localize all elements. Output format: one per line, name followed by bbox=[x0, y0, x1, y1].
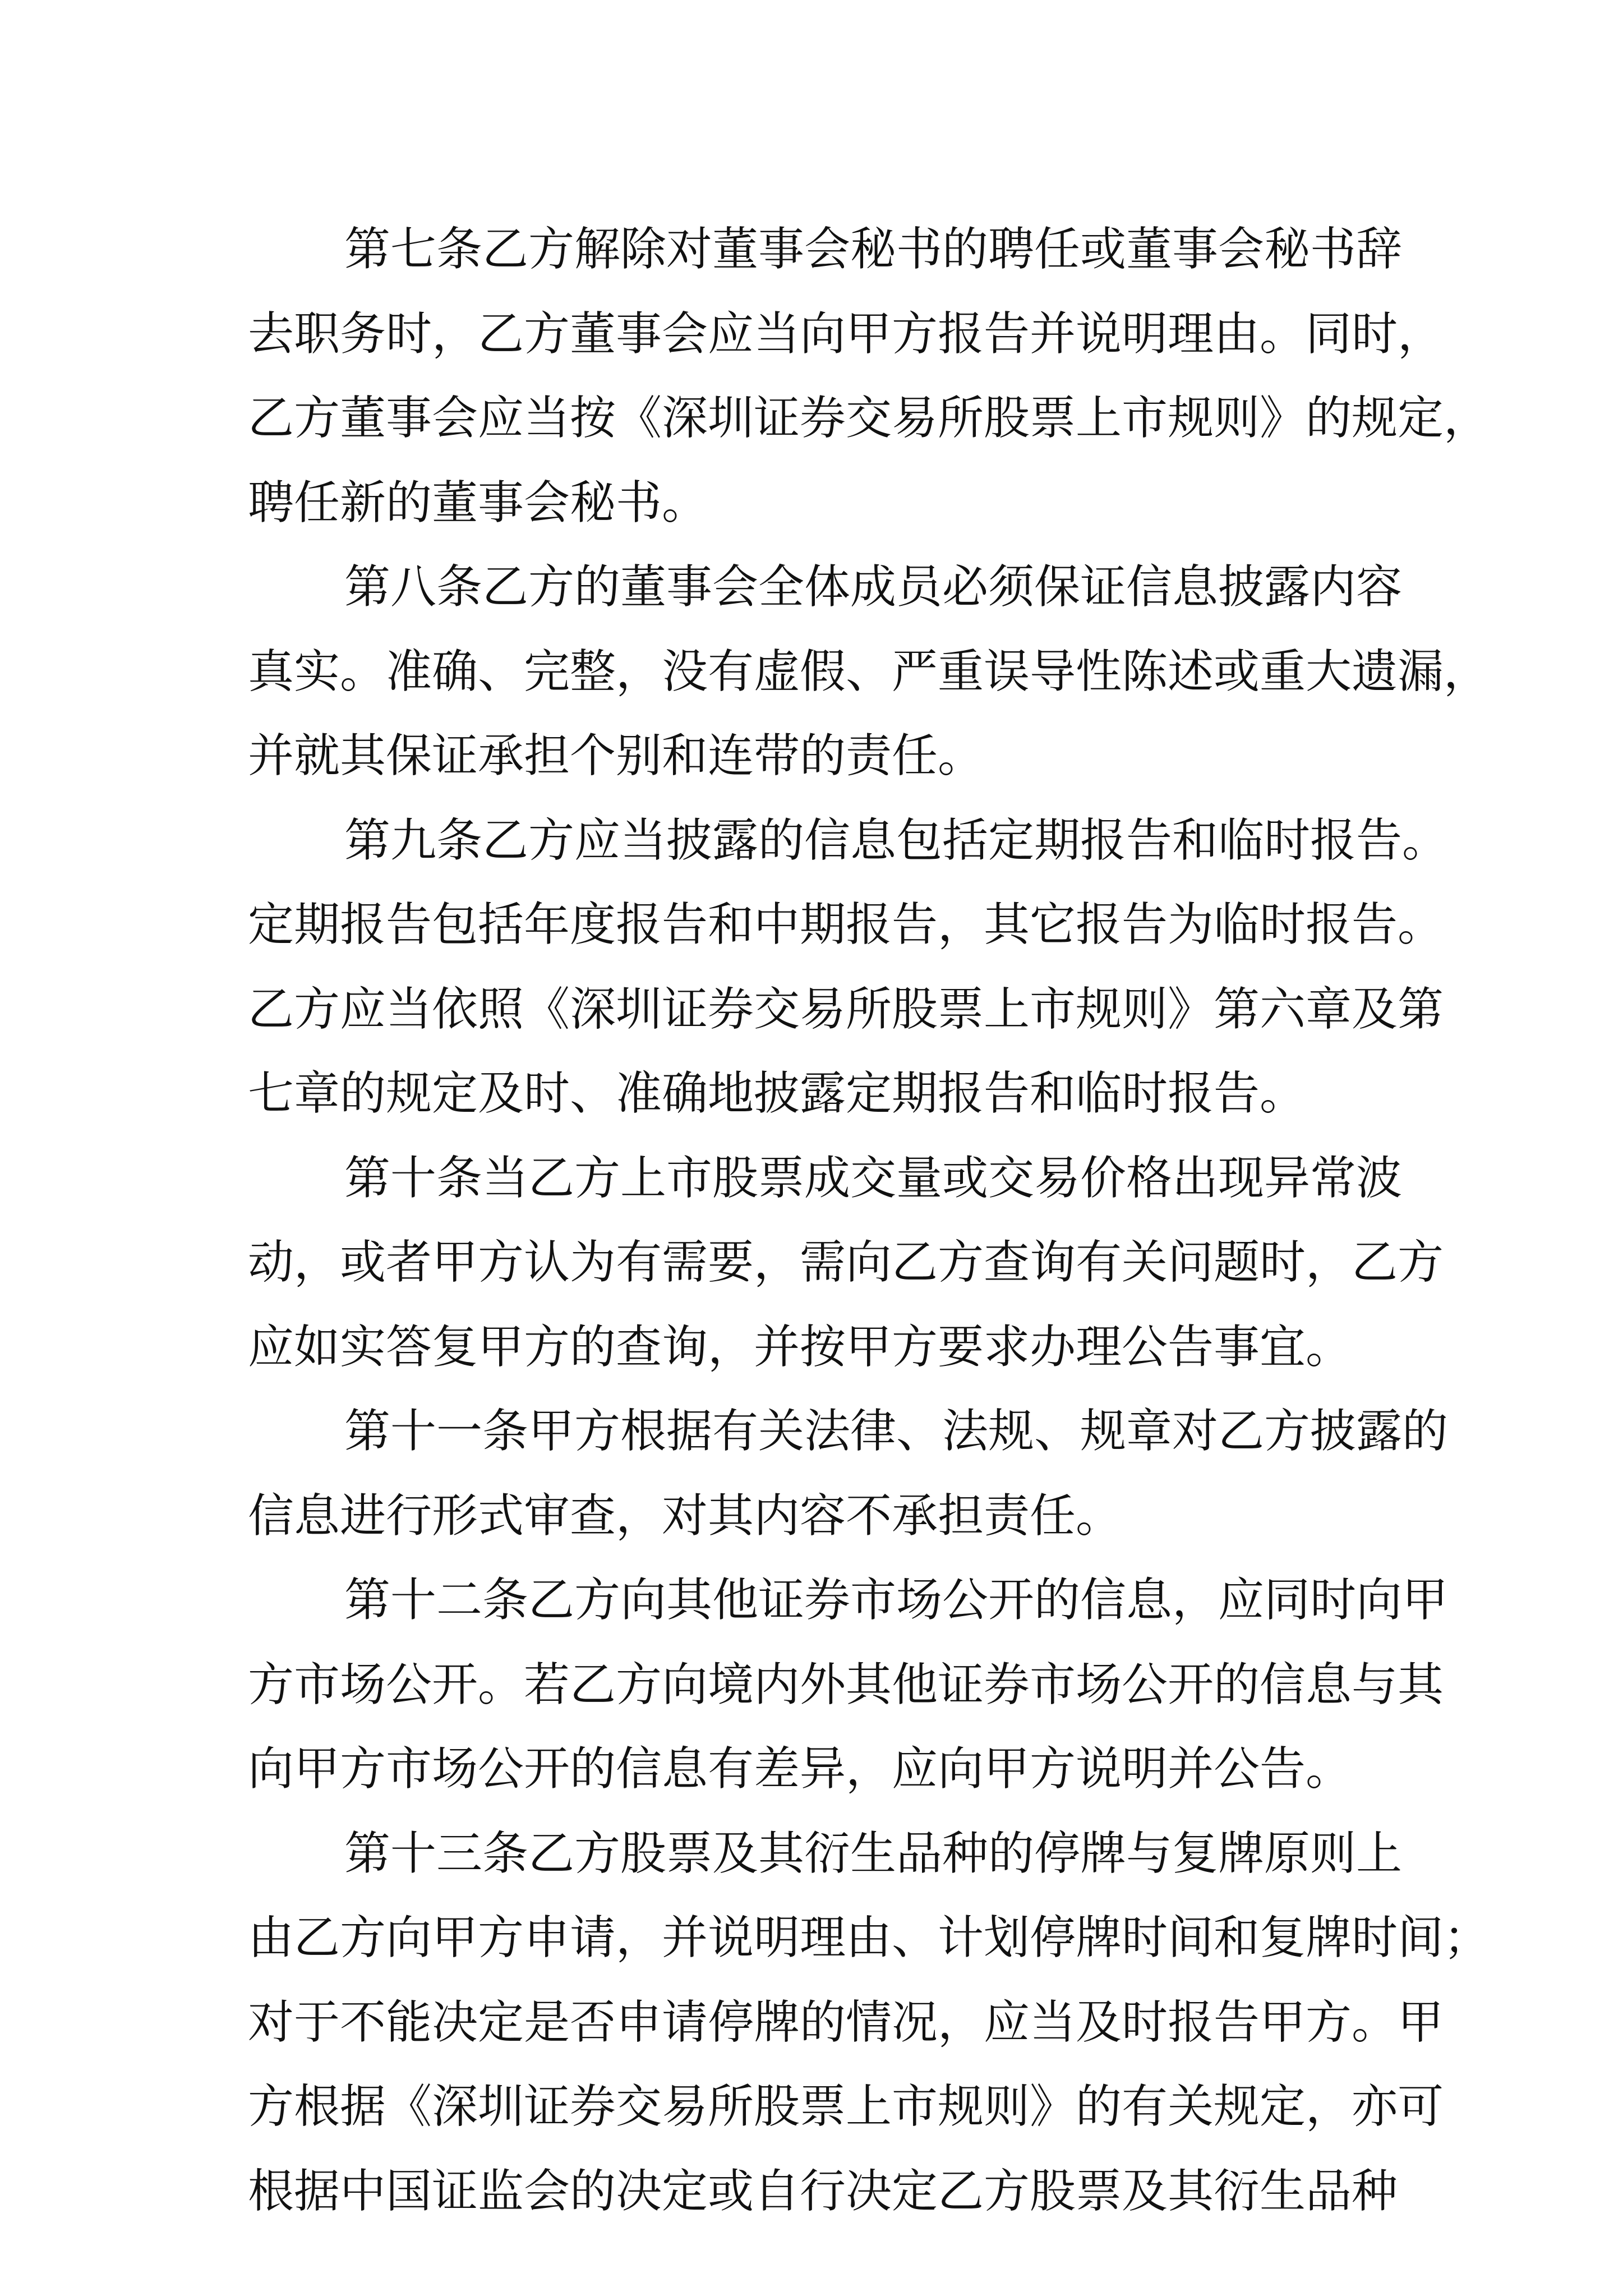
paragraph-line: 方根据《深圳证券交易所股票上市规则》的有关规定，亦可 bbox=[248, 2080, 1444, 2133]
paragraph-line: 并就其保证承担个别和连带的责任。 bbox=[248, 729, 984, 783]
paragraph-line: 第十一条甲方根据有关法律、法规、规章对乙方披露的 bbox=[344, 1405, 1449, 1458]
paragraph-line: 真实。准确、完整，没有虚假、严重误导性陈述或重大遗漏， bbox=[248, 645, 1490, 698]
paragraph-line: 第九条乙方应当披露的信息包括定期报告和临时报告。 bbox=[344, 813, 1449, 867]
paragraph-line: 第十二条乙方向其他证券市场公开的信息，应同时向甲 bbox=[344, 1573, 1449, 1627]
article-8-paragraph bbox=[248, 545, 1490, 799]
paragraph-line: 动，或者甲方认为有需要，需向乙方查询有关问题时，乙方 bbox=[248, 1236, 1444, 1289]
paragraph-line: 第十三条乙方股票及其衍生品种的停牌与复牌原则上 bbox=[344, 1826, 1403, 1880]
paragraph-line: 根据中国证监会的决定或自行决定乙方股票及其衍生品种 bbox=[248, 2164, 1398, 2218]
article-7-paragraph bbox=[248, 208, 1490, 545]
paragraph-line: 向甲方市场公开的信息有差异，应向甲方说明并公告。 bbox=[248, 1742, 1352, 1796]
document-body bbox=[248, 208, 1490, 2234]
paragraph-line: 定期报告包括年度报告和中期报告，其它报告为临时报告。 bbox=[248, 898, 1444, 951]
paragraph-line: 七章的规定及时、准确地披露定期报告和临时报告。 bbox=[248, 1067, 1306, 1120]
paragraph-line: 第十条当乙方上市股票成交量或交易价格出现异常波 bbox=[344, 1151, 1403, 1205]
article-9-paragraph bbox=[248, 799, 1449, 1137]
paragraph-line: 聘任新的董事会秘书。 bbox=[248, 476, 708, 530]
paragraph-line: 由乙方向甲方申请，并说明理由、计划停牌时间和复牌时间； bbox=[248, 1911, 1490, 1964]
paragraph-line: 第八条乙方的董事会全体成员必须保证信息披露内容 bbox=[344, 560, 1403, 614]
paragraph-line: 方市场公开。若乙方向境内外其他证券市场公开的信息与其 bbox=[248, 1658, 1444, 1711]
paragraph-line: 对于不能决定是否申请停牌的情况，应当及时报告甲方。甲 bbox=[248, 1995, 1444, 2049]
paragraph-line: 应如实答复甲方的查询，并按甲方要求办理公告事宜。 bbox=[248, 1320, 1352, 1374]
article-12-paragraph bbox=[248, 1558, 1449, 1812]
paragraph-line: 去职务时，乙方董事会应当向甲方报告并说明理由。同时， bbox=[248, 307, 1444, 361]
paragraph-line: 乙方董事会应当按《深圳证券交易所股票上市规则》的规定， bbox=[248, 392, 1490, 445]
paragraph-line: 第七条乙方解除对董事会秘书的聘任或董事会秘书辞 bbox=[344, 223, 1403, 276]
paragraph-line: 信息进行形式审查，对其内容不承担责任。 bbox=[248, 1489, 1122, 1543]
article-10-paragraph bbox=[248, 1137, 1444, 1390]
paragraph-line: 乙方应当依照《深圳证券交易所股票上市规则》第六章及第 bbox=[248, 982, 1444, 1036]
article-13-paragraph bbox=[248, 1812, 1490, 2234]
article-11-paragraph bbox=[248, 1389, 1449, 1558]
